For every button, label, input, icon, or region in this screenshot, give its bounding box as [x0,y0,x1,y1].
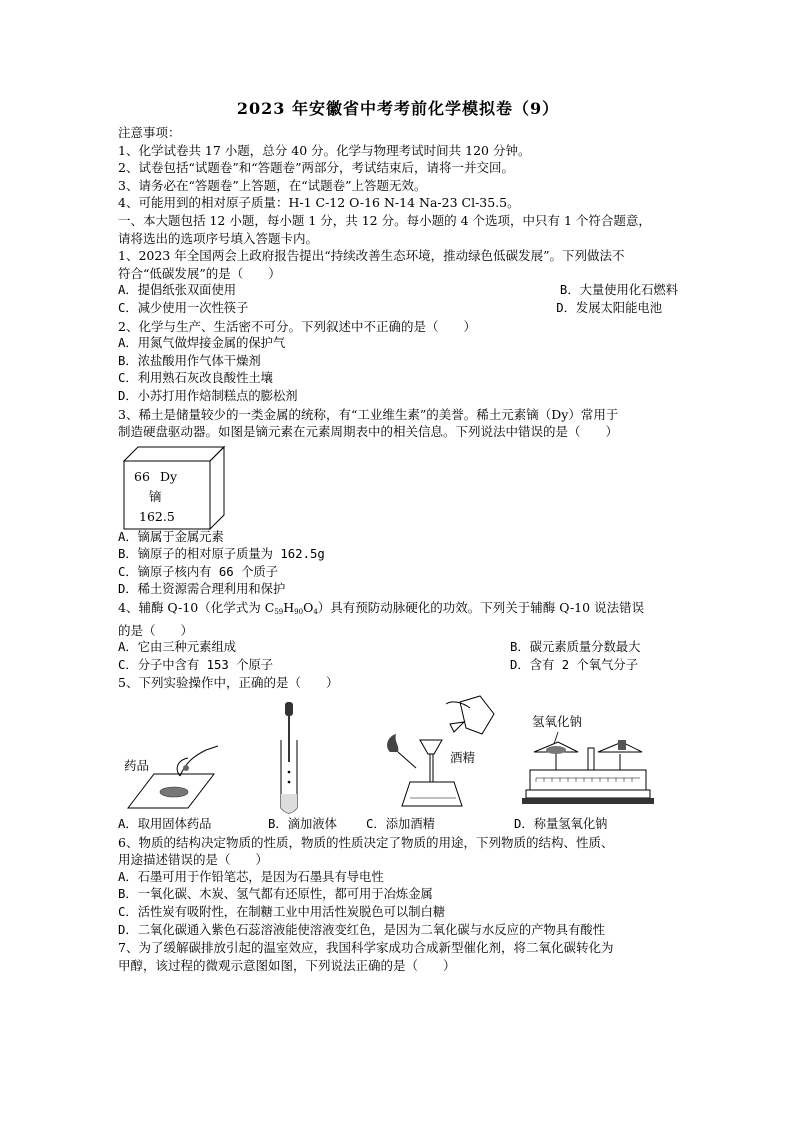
subscript: 4 [313,608,318,617]
option-b: B．滴加液体 [268,817,337,832]
label-drug: 药品 [124,758,150,774]
question-stem: 2、化学与生产、生活密不可分。下列叙述中不正确的是（ ） [118,318,476,334]
option-a: A．它由三种元素组成 [118,640,237,655]
notice-item: 3、请务必在“答题卷”上答题，在“试题卷”上答题无效。 [118,177,427,193]
option-a: A．提倡纸张双面使用 [118,283,237,298]
notice-item: 2、试卷包括“试题卷”和“答题卷”两部分，考试结束后，请将一并交回。 [118,160,515,176]
figure-captions [118,816,678,834]
option-d: D．发展太阳能电池 [556,300,662,315]
option-b: B．大量使用化石燃料 [559,283,678,298]
section-instructions: 一、本大题包括 12 小题，每小题 1 分，共 12 分。每小题的 4 个选项，中只有 1 个符合题意， [118,212,651,228]
section-instructions: 请将选出的选项序号填入答题卡内。 [118,230,319,246]
question-stem: 甲醇，该过程的微观示意图如图，下列说法正确的是（ ） [118,957,456,973]
question-stem: 7、为了缓解碳排放引起的温室效应，我国科学家成功合成新型催化剂，将二氧化碳转化为 [118,940,614,956]
option-d: D．小苏打用作焙制糕点的膨松剂 [118,388,298,403]
option-row [118,657,678,675]
option-b: B．碳元素质量分数最大 [510,640,641,655]
option-d: D．含有 2 个氧气分子 [510,657,638,672]
question-stem: 5、下列实验操作中，正确的是（ ） [118,675,339,691]
question-stem: 6、物质的结构决定物质的性质，物质的性质决定了物质的用途，下列物质的结构、性质、 [118,834,614,850]
option-b: B．一氧化碳、木炭、氢气都有还原性，都可用于冶炼金属 [118,887,433,902]
page-title: 2023 年安徽省中考考前化学模拟卷（9） [236,99,560,118]
stem-text: ）具有预防动脉硬化的功效。下列关于辅酶 Q-10 说法错误 [317,600,645,616]
element-mass: 162.5 [139,508,175,524]
option-a: A．取用固体药品 [118,817,212,832]
option-c: C．镝原子核内有 66 个质子 [118,564,278,579]
question-stem: 制造硬盘驱动器。如图是镝元素在元素周期表中的相关信息。下列说法中错误的是（ ） [118,424,619,440]
stem-text: 4、辅酶 Q-10（化学式为 C [118,600,275,616]
element-name: 镝 [149,488,162,504]
option-d: D．二氧化碳通入紫色石蕊溶液能使溶液变红色，是因为二氧化碳与水反应的产物具有酸性 [118,922,605,937]
weigh-naoh-figure [518,712,658,816]
option-c: C．减少使用一次性筷子 [118,300,249,315]
option-c: C．添加酒精 [366,817,435,832]
option-c: C．分子中含有 153 个原子 [118,657,274,672]
question-stem: 用途描述错误的是（ ） [118,852,269,868]
question-stem: 3、稀土是储量较少的一类金属的统称，有“工业维生素”的美誉。稀土元素镝（Dy）常用于 [118,406,619,422]
option-row [118,282,678,300]
question-stem [118,599,678,622]
option-row [118,639,678,657]
element-symbol: Dy [160,468,178,484]
take-solid-figure [118,738,228,814]
stem-text: H [283,600,295,616]
notice-item: 4、可能用到的相对原子质量：H-1 C-12 O-16 N-14 Na-23 Cl-35.5。 [118,195,520,211]
label-alcohol: 酒精 [450,750,476,766]
add-alcohol-figure [376,694,506,818]
option-a: A．用氮气做焊接金属的保护气 [118,336,286,351]
option-a: A．石墨可用于作铅笔芯，是因为石墨具有导电性 [118,869,384,884]
experiment-figures [118,698,678,816]
option-row [118,300,678,318]
question-stem: 1、2023 年全国两会上政府报告提出“持续改善生态环境，推动绿色低碳发展”。下列做法不 [118,248,625,264]
subscript: 59 [274,608,284,617]
element-number: 66 [134,468,150,484]
stem-text: O [303,600,314,616]
element-card-figure [122,445,678,525]
question-stem: 的是（ ） [118,622,194,638]
question-stem: 符合“低碳发展”的是（ ） [118,265,281,281]
element-cube-diagram [122,445,232,531]
notice-item: 1、化学试卷共 17 小题，总分 40 分。化学与物理考试时间共 120 分钟。 [118,142,531,158]
option-b: B．浓盐酸用作气体干燥剂 [118,353,261,368]
dropper-figure [268,698,318,818]
exam-page [118,98,678,974]
option-a: A．镝属于金属元素 [118,529,224,544]
label-naoh: 氢氧化钠 [532,714,583,730]
subscript: 90 [294,608,304,617]
notice-heading: 注意事项： [118,125,181,140]
option-b: B．镝原子的相对原子质量为 162.5g [118,547,325,562]
option-c: C．利用熟石灰改良酸性土壤 [118,371,273,386]
option-d: D．稀土资源需合理利用和保护 [118,582,286,597]
option-d: D．称量氢氧化钠 [514,817,608,832]
option-c: C．活性炭有吸附性，在制糖工业中用活性炭脱色可以制白糖 [118,905,446,919]
